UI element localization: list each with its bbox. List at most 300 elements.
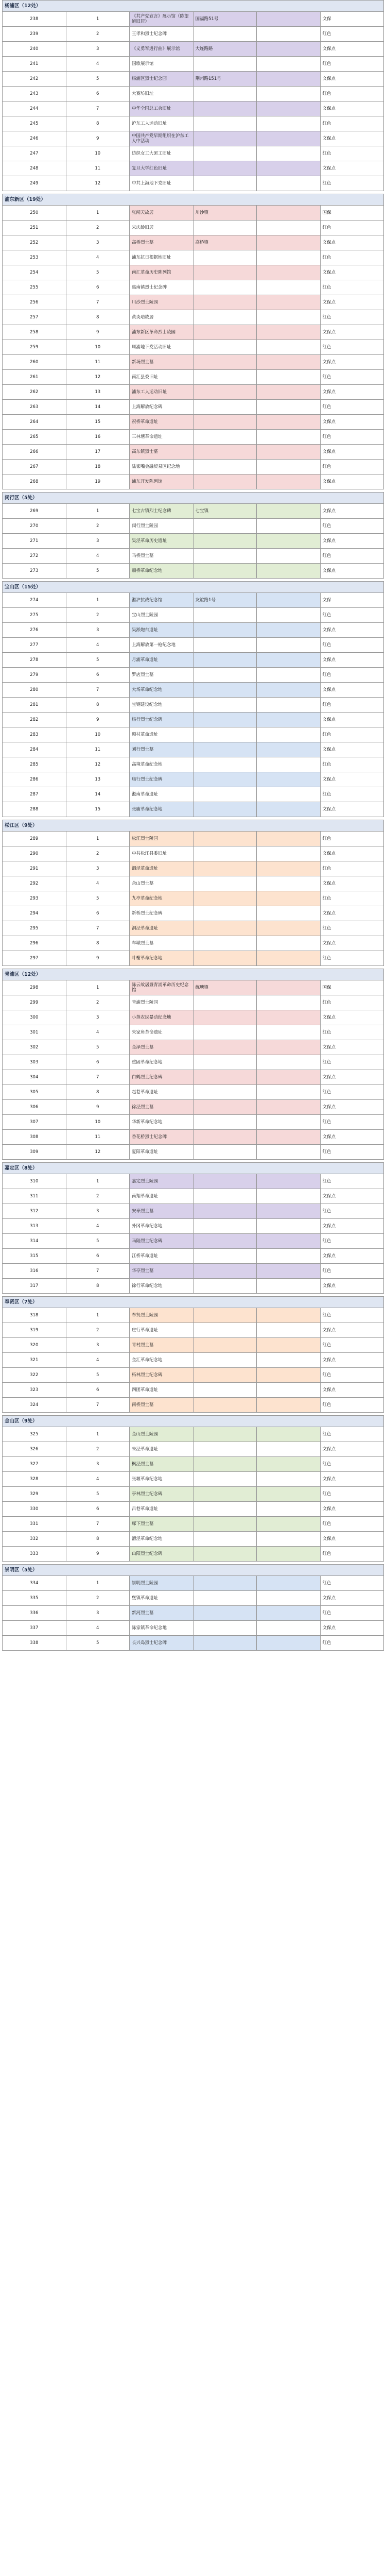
cell-name: 安亭烈士墓 <box>130 1204 194 1219</box>
cell-idx: 5 <box>66 1040 130 1055</box>
cell-addr <box>193 116 257 131</box>
table-row <box>3 846 384 861</box>
cell-note: 红色 <box>320 310 384 325</box>
district-title: 青浦区（12处） <box>3 969 384 980</box>
district-title: 金山区（9处） <box>3 1416 384 1427</box>
table-row <box>3 1219 384 1234</box>
cell-name: 松江烈士陵园 <box>130 832 194 846</box>
table-row <box>3 757 384 772</box>
cell-blank <box>257 1070 321 1085</box>
cell-idx: 6 <box>66 87 130 101</box>
cell-addr <box>193 1368 257 1383</box>
cell-name: 新桥烈士纪念碑 <box>130 906 194 921</box>
table-row <box>3 265 384 280</box>
cell-blank <box>257 653 321 668</box>
cell-idx: 12 <box>66 1145 130 1160</box>
cell-name: 亭林烈士纪念碑 <box>130 1487 194 1502</box>
cell-idx: 4 <box>66 1472 130 1487</box>
district-header-row <box>3 493 384 504</box>
cell-addr <box>193 474 257 489</box>
cell-num: 241 <box>3 57 66 72</box>
cell-num: 252 <box>3 235 66 250</box>
cell-blank <box>257 1487 321 1502</box>
cell-blank <box>257 1576 321 1591</box>
cell-num: 290 <box>3 846 66 861</box>
cell-num: 309 <box>3 1145 66 1160</box>
cell-blank <box>257 57 321 72</box>
cell-note: 文保点 <box>320 1323 384 1338</box>
cell-idx: 5 <box>66 1368 130 1383</box>
cell-name: 南桥烈士墓 <box>130 1398 194 1413</box>
cell-name: 淞南革命遗址 <box>130 787 194 802</box>
cell-name: 柘林烈士纪念碑 <box>130 1368 194 1383</box>
cell-blank <box>257 1398 321 1413</box>
cell-name: 新场烈士墓 <box>130 355 194 370</box>
cell-addr <box>193 1010 257 1025</box>
cell-num: 303 <box>3 1055 66 1070</box>
cell-num: 244 <box>3 101 66 116</box>
cell-name: 罗店烈士墓 <box>130 668 194 683</box>
district-header-row <box>3 1565 384 1576</box>
cell-note: 红色 <box>320 1457 384 1472</box>
cell-blank <box>257 1085 321 1100</box>
table-row <box>3 474 384 489</box>
cell-note: 红色 <box>320 1174 384 1189</box>
cell-addr <box>193 1576 257 1591</box>
cell-addr <box>193 1085 257 1100</box>
cell-num: 316 <box>3 1264 66 1279</box>
cell-addr <box>193 250 257 265</box>
cell-note: 红色 <box>320 27 384 42</box>
table-row <box>3 400 384 415</box>
cell-idx: 14 <box>66 400 130 415</box>
cell-note: 红色 <box>320 1606 384 1621</box>
district-title: 杨浦区（12处） <box>3 1 384 12</box>
table-row <box>3 1204 384 1219</box>
cell-name: 高境革命纪念地 <box>130 757 194 772</box>
cell-name: 堡镇革命遗址 <box>130 1591 194 1606</box>
cell-blank <box>257 1368 321 1383</box>
cell-note: 红色 <box>320 1264 384 1279</box>
table-row <box>3 206 384 221</box>
cell-name: 上海解放纪念碑 <box>130 400 194 415</box>
cell-blank <box>257 250 321 265</box>
cell-note: 红色 <box>320 951 384 966</box>
cell-num: 327 <box>3 1457 66 1472</box>
cell-blank <box>257 951 321 966</box>
cell-idx: 13 <box>66 772 130 787</box>
cell-addr <box>193 1308 257 1323</box>
cell-name: 国歌展示馆 <box>130 57 194 72</box>
table-row <box>3 1472 384 1487</box>
cell-name: 闵行烈士陵园 <box>130 519 194 534</box>
cell-addr <box>193 1234 257 1249</box>
cell-note: 文保点 <box>320 474 384 489</box>
table-row <box>3 1234 384 1249</box>
cell-addr <box>193 534 257 549</box>
table-row <box>3 1368 384 1383</box>
cell-num: 272 <box>3 549 66 564</box>
table-row <box>3 861 384 876</box>
cell-idx: 3 <box>66 534 130 549</box>
cell-name: 奉贤烈士陵园 <box>130 1308 194 1323</box>
table-row <box>3 623 384 638</box>
cell-num: 268 <box>3 474 66 489</box>
district-title: 嘉定区（8处） <box>3 1163 384 1174</box>
cell-addr <box>193 415 257 430</box>
cell-idx: 13 <box>66 385 130 400</box>
cell-note: 文保点 <box>320 623 384 638</box>
cell-name: 陆家嘴金融贸易区纪念地 <box>130 460 194 474</box>
cell-note: 红色 <box>320 787 384 802</box>
table-row <box>3 1621 384 1636</box>
cell-name: 华亭烈士墓 <box>130 1264 194 1279</box>
cell-idx: 10 <box>66 146 130 161</box>
cell-num: 265 <box>3 430 66 445</box>
district-header-row <box>3 820 384 832</box>
cell-num: 255 <box>3 280 66 295</box>
table-row <box>3 1070 384 1085</box>
cell-blank <box>257 176 321 191</box>
cell-idx: 16 <box>66 430 130 445</box>
cell-blank <box>257 235 321 250</box>
cell-note: 文保点 <box>320 355 384 370</box>
table-row <box>3 116 384 131</box>
cell-addr <box>193 564 257 579</box>
cell-blank <box>257 1338 321 1353</box>
cell-blank <box>257 1457 321 1472</box>
cell-idx: 1 <box>66 206 130 221</box>
cell-idx: 1 <box>66 593 130 608</box>
cell-name: 金泽烈士墓 <box>130 1040 194 1055</box>
cell-note: 文保点 <box>320 1130 384 1145</box>
table-row <box>3 1323 384 1338</box>
cell-note: 红色 <box>320 400 384 415</box>
table-row <box>3 832 384 846</box>
cell-note: 红色 <box>320 608 384 623</box>
table-row <box>3 1606 384 1621</box>
cell-addr <box>193 1040 257 1055</box>
cell-name: 宝钢建设纪念地 <box>130 698 194 713</box>
cell-num: 269 <box>3 504 66 519</box>
cell-blank <box>257 1472 321 1487</box>
cell-idx: 2 <box>66 1189 130 1204</box>
cell-note: 红色 <box>320 668 384 683</box>
cell-note: 红色 <box>320 519 384 534</box>
cell-idx: 3 <box>66 1606 130 1621</box>
cell-note: 文保点 <box>320 131 384 146</box>
cell-num: 337 <box>3 1621 66 1636</box>
cell-blank <box>257 42 321 57</box>
cell-name: 七宝古镇烈士纪念碑 <box>130 504 194 519</box>
cell-idx: 2 <box>66 1591 130 1606</box>
cell-num: 310 <box>3 1174 66 1189</box>
cell-num: 261 <box>3 370 66 385</box>
cell-name: 吴泾革命历史遗址 <box>130 534 194 549</box>
cell-addr <box>193 370 257 385</box>
cell-note: 文保点 <box>320 445 384 460</box>
cell-name: 浦东开发陈列馆 <box>130 474 194 489</box>
table-row <box>3 1055 384 1070</box>
cell-num: 282 <box>3 713 66 727</box>
cell-idx: 2 <box>66 995 130 1010</box>
table-row <box>3 593 384 608</box>
table-row <box>3 1145 384 1160</box>
cell-idx: 8 <box>66 936 130 951</box>
cell-note: 红色 <box>320 116 384 131</box>
cell-addr <box>193 1279 257 1294</box>
cell-addr <box>193 176 257 191</box>
cell-idx: 1 <box>66 12 130 27</box>
table-row <box>3 891 384 906</box>
cell-note: 文保点 <box>320 713 384 727</box>
cell-num: 288 <box>3 802 66 817</box>
cell-blank <box>257 221 321 235</box>
cell-name: 枫泾烈士墓 <box>130 1457 194 1472</box>
cell-blank <box>257 1517 321 1532</box>
cell-addr <box>193 310 257 325</box>
cell-blank <box>257 683 321 698</box>
cell-name: 大场革命纪念地 <box>130 683 194 698</box>
cell-num: 333 <box>3 1547 66 1562</box>
cell-name: 佘山烈士墓 <box>130 876 194 891</box>
table-row <box>3 1279 384 1294</box>
cell-blank <box>257 1621 321 1636</box>
cell-idx: 5 <box>66 72 130 87</box>
cell-addr <box>193 131 257 146</box>
cell-blank <box>257 1427 321 1442</box>
table-row <box>3 1115 384 1130</box>
cell-addr <box>193 1145 257 1160</box>
cell-note: 红色 <box>320 757 384 772</box>
table-row <box>3 1547 384 1562</box>
cell-num: 318 <box>3 1308 66 1323</box>
cell-addr <box>193 1472 257 1487</box>
cell-note: 文保点 <box>320 1353 384 1368</box>
district-header-row <box>3 1 384 12</box>
table-row <box>3 1353 384 1368</box>
cell-blank <box>257 1219 321 1234</box>
cell-idx: 7 <box>66 683 130 698</box>
cell-addr <box>193 57 257 72</box>
table-row <box>3 146 384 161</box>
table-row <box>3 1502 384 1517</box>
cell-addr <box>193 430 257 445</box>
cell-addr <box>193 846 257 861</box>
cell-blank <box>257 1442 321 1457</box>
cell-num: 291 <box>3 861 66 876</box>
cell-note: 红色 <box>320 1368 384 1383</box>
cell-name: 陈家镇革命纪念地 <box>130 1621 194 1636</box>
cell-idx: 1 <box>66 1427 130 1442</box>
cell-idx: 7 <box>66 1517 130 1532</box>
cell-blank <box>257 12 321 27</box>
cell-addr <box>193 340 257 355</box>
table-row <box>3 1308 384 1323</box>
cell-note: 文保点 <box>320 802 384 817</box>
cell-num: 287 <box>3 787 66 802</box>
cell-blank <box>257 87 321 101</box>
table-row <box>3 921 384 936</box>
cell-num: 278 <box>3 653 66 668</box>
cell-note: 红色 <box>320 430 384 445</box>
district-header-row <box>3 582 384 593</box>
cell-num: 324 <box>3 1398 66 1413</box>
cell-blank <box>257 846 321 861</box>
cell-name: 庙行烈士纪念碑 <box>130 772 194 787</box>
cell-idx: 8 <box>66 1085 130 1100</box>
table-row <box>3 280 384 295</box>
table-row <box>3 787 384 802</box>
cell-num: 321 <box>3 1353 66 1368</box>
cell-num: 254 <box>3 265 66 280</box>
cell-blank <box>257 713 321 727</box>
cell-name: 祝桥革命遗址 <box>130 415 194 430</box>
cell-note: 国保 <box>320 980 384 995</box>
cell-addr <box>193 400 257 415</box>
cell-num: 297 <box>3 951 66 966</box>
cell-blank <box>257 519 321 534</box>
table-row <box>3 1442 384 1457</box>
cell-blank <box>257 876 321 891</box>
cell-blank <box>257 1174 321 1189</box>
cell-idx: 11 <box>66 161 130 176</box>
cell-num: 285 <box>3 757 66 772</box>
cell-blank <box>257 549 321 564</box>
cell-idx: 2 <box>66 27 130 42</box>
cell-note: 文保点 <box>320 265 384 280</box>
cell-blank <box>257 906 321 921</box>
cell-addr <box>193 1442 257 1457</box>
cell-num: 322 <box>3 1368 66 1383</box>
table-row <box>3 519 384 534</box>
cell-blank <box>257 415 321 430</box>
cell-name: 吕巷革命遗址 <box>130 1502 194 1517</box>
cell-addr <box>193 1323 257 1338</box>
table-row <box>3 698 384 713</box>
cell-name: 陈云故居暨青浦革命历史纪念馆 <box>130 980 194 995</box>
cell-addr <box>193 713 257 727</box>
cell-name: 白鹤烈士纪念碑 <box>130 1070 194 1085</box>
table-row <box>3 802 384 817</box>
cell-num: 267 <box>3 460 66 474</box>
cell-note: 文保 <box>320 12 384 27</box>
cell-num: 320 <box>3 1338 66 1353</box>
cell-blank <box>257 161 321 176</box>
cell-num: 286 <box>3 772 66 787</box>
cell-blank <box>257 504 321 519</box>
cell-blank <box>257 385 321 400</box>
cell-addr <box>193 280 257 295</box>
cell-addr <box>193 1427 257 1442</box>
table-row <box>3 1487 384 1502</box>
cell-blank <box>257 1100 321 1115</box>
cell-name: 金山烈士陵园 <box>130 1427 194 1442</box>
table-row <box>3 355 384 370</box>
cell-idx: 10 <box>66 340 130 355</box>
table-row <box>3 1636 384 1651</box>
cell-addr <box>193 1532 257 1547</box>
cell-addr <box>193 1606 257 1621</box>
table-row <box>3 235 384 250</box>
cell-idx: 12 <box>66 176 130 191</box>
cell-num: 306 <box>3 1100 66 1115</box>
table-row <box>3 1383 384 1398</box>
cell-blank <box>257 727 321 742</box>
cell-addr: 荆州路151号 <box>193 72 257 87</box>
district-title: 松江区（9处） <box>3 820 384 832</box>
cell-blank <box>257 206 321 221</box>
cell-blank <box>257 430 321 445</box>
cell-num: 248 <box>3 161 66 176</box>
cell-note: 文保点 <box>320 1100 384 1115</box>
cell-addr <box>193 1398 257 1413</box>
cell-idx: 15 <box>66 415 130 430</box>
cell-name: 浦东新区革命烈士陵园 <box>130 325 194 340</box>
table-row <box>3 310 384 325</box>
table-row <box>3 653 384 668</box>
cell-blank <box>257 1383 321 1398</box>
cell-addr <box>193 951 257 966</box>
cell-idx: 5 <box>66 1487 130 1502</box>
table-row <box>3 1398 384 1413</box>
cell-blank <box>257 698 321 713</box>
cell-idx: 8 <box>66 698 130 713</box>
cell-addr <box>193 936 257 951</box>
cell-name: 叶榭革命纪念地 <box>130 951 194 966</box>
cell-blank <box>257 1055 321 1070</box>
cell-idx: 6 <box>66 668 130 683</box>
cell-blank <box>257 1025 321 1040</box>
cell-note: 文保点 <box>320 1070 384 1085</box>
cell-idx: 9 <box>66 951 130 966</box>
cell-blank <box>257 1040 321 1055</box>
cell-name: 王孝和烈士纪念碑 <box>130 27 194 42</box>
cell-note: 文保点 <box>320 1472 384 1487</box>
cell-name: 庄行革命遗址 <box>130 1323 194 1338</box>
cell-num: 239 <box>3 27 66 42</box>
table-row <box>3 936 384 951</box>
cell-note: 文保点 <box>320 1532 384 1547</box>
cell-addr <box>193 1055 257 1070</box>
cell-idx: 2 <box>66 221 130 235</box>
cell-note: 文保点 <box>320 1621 384 1636</box>
cell-note: 红色 <box>320 995 384 1010</box>
cell-name: 顾村革命遗址 <box>130 727 194 742</box>
cell-num: 294 <box>3 906 66 921</box>
cell-note: 红色 <box>320 1204 384 1219</box>
district-header-row <box>3 1297 384 1308</box>
cell-num: 257 <box>3 310 66 325</box>
cell-num: 266 <box>3 445 66 460</box>
cell-blank <box>257 593 321 608</box>
table-row <box>3 295 384 310</box>
district-header-row <box>3 194 384 206</box>
cell-num: 323 <box>3 1383 66 1398</box>
cell-idx: 15 <box>66 802 130 817</box>
cell-note: 文保点 <box>320 161 384 176</box>
cell-name: 南翔革命遗址 <box>130 1189 194 1204</box>
cell-idx: 3 <box>66 861 130 876</box>
cell-blank <box>257 936 321 951</box>
cell-num: 314 <box>3 1234 66 1249</box>
cell-note: 文保点 <box>320 1010 384 1025</box>
cell-name: 张堰革命纪念地 <box>130 1472 194 1487</box>
cell-idx: 3 <box>66 235 130 250</box>
cell-note: 红色 <box>320 176 384 191</box>
table-row <box>3 430 384 445</box>
cell-blank <box>257 460 321 474</box>
